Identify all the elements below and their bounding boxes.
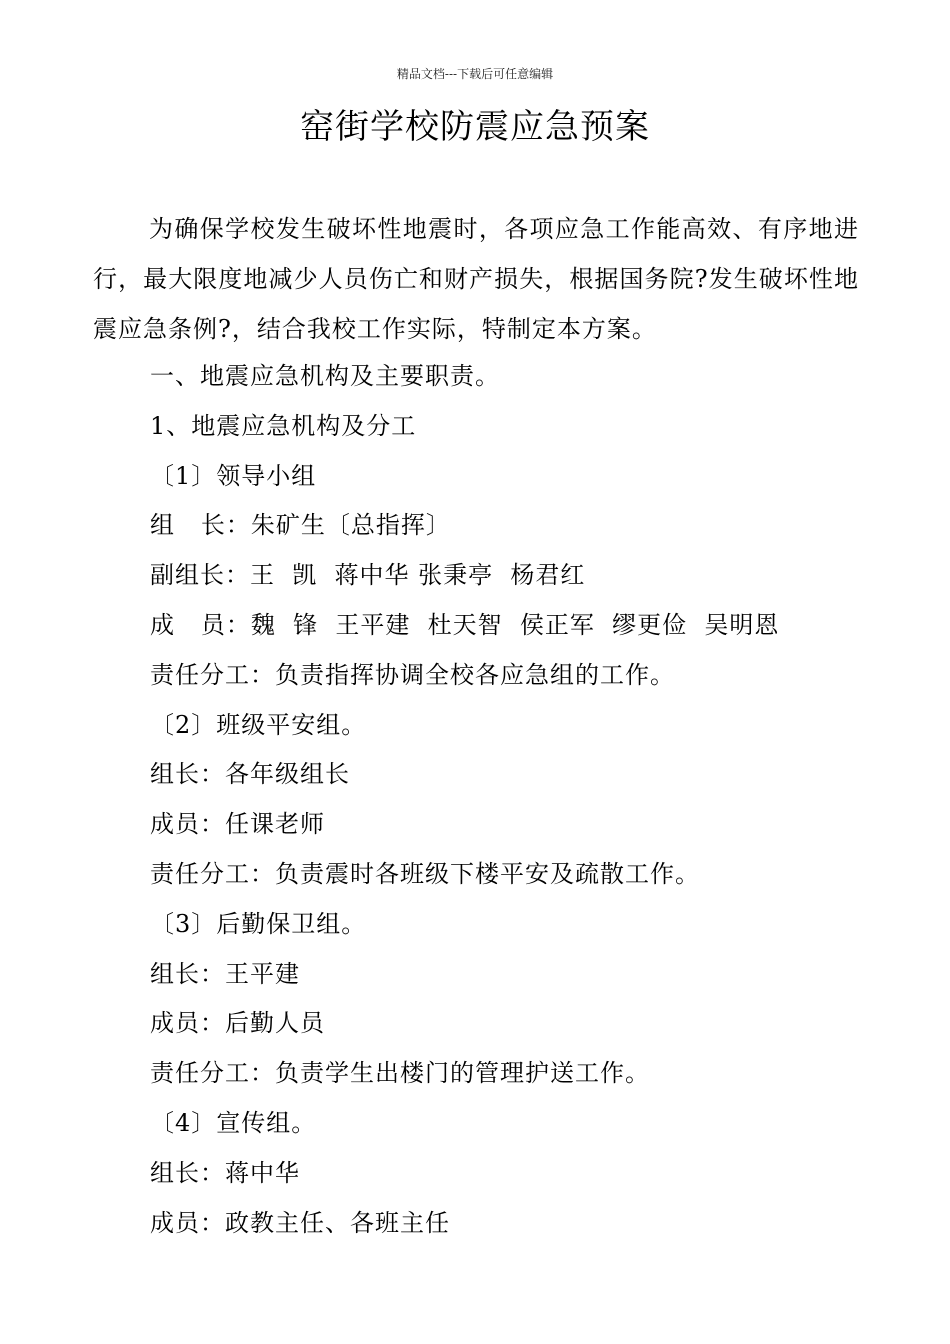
logistics-leader: 组长：王平建	[150, 959, 300, 988]
leadership-leader: 组 长：朱矿生〔总指挥〕	[150, 511, 451, 540]
group-heading-publicity: 〔4〕宣传组。	[150, 1108, 317, 1137]
intro-paragraph: 为确保学校发生破坏性地震时，各项应急工作能高效、有序地进行，最大限度地减少人员伤亡和财产损失，根据国务院?发生破坏性地震应急条例?，结合我校工作实际，特制定本方案。	[93, 215, 859, 343]
leadership-members: 成 员：魏 锋 王平建 杜天智 侯正军 缪更俭 吴明恩	[150, 610, 780, 639]
class-safety-leader: 组长：各年级组长	[150, 760, 350, 789]
class-safety-members: 成员：任课老师	[150, 810, 325, 839]
section-heading-1: 一、地震应急机构及主要职责。	[150, 362, 500, 390]
document-title: 窑街学校防震应急预案	[300, 107, 650, 147]
subsection-heading-1: 1、地震应急机构及分工	[150, 411, 417, 440]
group-heading-class-safety: 〔2〕班级平安组。	[150, 710, 367, 739]
leadership-duty: 责任分工：负责指挥协调全校各应急组的工作。	[150, 660, 675, 689]
header-watermark: 精品文档---下载后可任意编辑	[396, 67, 554, 81]
group-heading-leadership: 〔1〕领导小组	[150, 461, 317, 490]
class-safety-duty: 责任分工：负责震时各班级下楼平安及疏散工作。	[150, 859, 700, 888]
leadership-deputy: 副组长：王 凯 蒋中华 张秉亭 杨君红	[150, 561, 586, 590]
body-lines	[150, 352, 870, 1248]
logistics-members: 成员：后勤人员	[150, 1009, 325, 1038]
group-heading-logistics: 〔3〕后勤保卫组。	[150, 909, 367, 938]
logistics-duty: 责任分工：负责学生出楼门的管理护送工作。	[150, 1059, 650, 1088]
publicity-leader: 组长：蒋中华	[150, 1158, 300, 1187]
publicity-members: 成员：政教主任、各班主任	[150, 1208, 450, 1237]
